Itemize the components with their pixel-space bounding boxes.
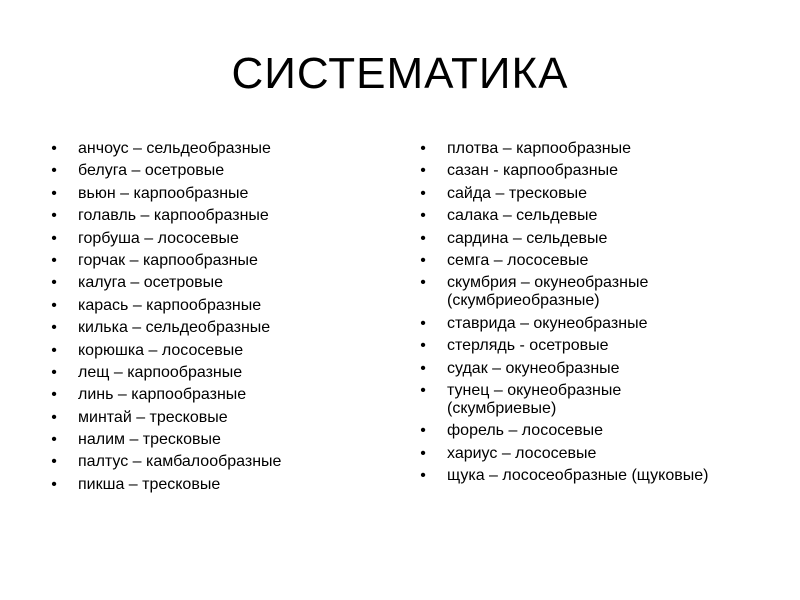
list-item-text: плотва – карпообразные bbox=[447, 140, 632, 157]
bullet-icon: • bbox=[51, 453, 57, 471]
list-item-text: минтай – тресковые bbox=[78, 408, 228, 426]
bullet-icon: • bbox=[51, 140, 57, 157]
list-item-text: форель – лососевые bbox=[447, 422, 604, 440]
list-item-text: сайда – тресковые bbox=[447, 184, 587, 202]
list-item bbox=[48, 207, 368, 225]
list-item bbox=[48, 252, 368, 270]
list-item bbox=[48, 162, 368, 180]
list-item-text: тунец – окунеобразные (скумбриевые) bbox=[447, 381, 622, 417]
list-item bbox=[48, 453, 368, 471]
list-item bbox=[417, 140, 717, 158]
list-item-text: вьюн – карпообразные bbox=[78, 184, 249, 202]
list-item bbox=[48, 140, 368, 158]
list-item bbox=[417, 315, 717, 333]
list-item bbox=[417, 360, 717, 378]
bullet-icon: • bbox=[420, 274, 426, 292]
list-item bbox=[48, 409, 368, 427]
list-item bbox=[48, 230, 368, 248]
list-item bbox=[417, 274, 717, 310]
bullet-icon: • bbox=[420, 184, 426, 202]
bullet-icon: • bbox=[51, 207, 57, 225]
list-item-text: горбуша – лососевые bbox=[78, 229, 239, 247]
list-item-text: палтус – камбалообразные bbox=[78, 453, 282, 471]
bullet-icon: • bbox=[420, 251, 426, 269]
bullet-icon: • bbox=[51, 319, 57, 337]
bullet-icon: • bbox=[420, 381, 426, 399]
bullet-icon: • bbox=[420, 422, 426, 440]
list-item bbox=[48, 342, 368, 360]
bullet-icon: • bbox=[51, 408, 57, 426]
bullet-icon: • bbox=[420, 444, 426, 462]
list-item-text: судак – окунеобразные bbox=[447, 359, 620, 377]
bullet-icon: • bbox=[51, 274, 57, 292]
list-item bbox=[48, 476, 368, 494]
list-item bbox=[417, 445, 717, 463]
right-fish-list bbox=[417, 140, 717, 489]
list-item bbox=[417, 185, 717, 203]
bullet-icon: • bbox=[420, 162, 426, 180]
bullet-icon: • bbox=[51, 229, 57, 247]
bullet-icon: • bbox=[51, 162, 57, 180]
bullet-icon: • bbox=[51, 296, 57, 314]
list-item bbox=[417, 162, 717, 180]
bullet-icon: • bbox=[420, 359, 426, 377]
list-item-text: налим – тресковые bbox=[78, 431, 221, 449]
bullet-icon: • bbox=[51, 363, 57, 381]
bullet-icon: • bbox=[420, 229, 426, 247]
list-item-text: пикша – тресковые bbox=[78, 475, 221, 493]
list-item-text: карась – карпообразные bbox=[78, 296, 262, 314]
list-item-text: голавль – карпообразные bbox=[78, 207, 269, 225]
list-item-text: ставрида – окунеобразные bbox=[447, 314, 648, 332]
list-item-text: корюшка – лососевые bbox=[78, 341, 244, 359]
list-item-text: лещ – карпообразные bbox=[78, 363, 243, 381]
left-fish-list bbox=[48, 140, 368, 498]
list-item-text: сазан - карпообразные bbox=[447, 162, 618, 180]
bullet-icon: • bbox=[420, 467, 426, 485]
list-item-text: килька – сельдеобразные bbox=[78, 319, 271, 337]
list-item bbox=[48, 274, 368, 292]
list-item bbox=[48, 364, 368, 382]
bullet-icon: • bbox=[420, 337, 426, 355]
list-item bbox=[48, 297, 368, 315]
list-item-text: салака – сельдевые bbox=[447, 207, 598, 225]
bullet-icon: • bbox=[51, 431, 57, 449]
bullet-icon: • bbox=[51, 386, 57, 404]
bullet-icon: • bbox=[420, 314, 426, 332]
bullet-icon: • bbox=[51, 251, 57, 269]
list-item bbox=[48, 386, 368, 404]
bullet-icon: • bbox=[51, 341, 57, 359]
list-item bbox=[417, 382, 717, 418]
list-item-text: линь – карпообразные bbox=[78, 386, 247, 404]
list-item bbox=[417, 207, 717, 225]
list-item bbox=[48, 431, 368, 449]
bullet-icon: • bbox=[51, 475, 57, 493]
bullet-icon: • bbox=[420, 207, 426, 225]
list-item bbox=[48, 319, 368, 337]
list-item bbox=[417, 337, 717, 355]
list-item-text: горчак – карпообразные bbox=[78, 251, 258, 269]
list-item bbox=[417, 230, 717, 248]
list-item-text: хариус – лососевые bbox=[447, 444, 597, 462]
bullet-icon: • bbox=[420, 140, 426, 157]
list-item-text: сардина – сельдевые bbox=[447, 229, 608, 247]
list-item bbox=[417, 252, 717, 270]
list-item bbox=[48, 185, 368, 203]
list-item-text: скумбрия – окунеобразные (скумбриеобразные) bbox=[447, 274, 649, 310]
list-item-text: анчоус – сельдеобразные bbox=[78, 140, 271, 157]
list-item bbox=[417, 467, 717, 485]
list-item bbox=[417, 422, 717, 440]
bullet-icon: • bbox=[51, 184, 57, 202]
list-item-text: белуга – осетровые bbox=[78, 162, 225, 180]
list-item-text: семга – лососевые bbox=[447, 251, 589, 269]
list-item-text: стерлядь - осетровые bbox=[447, 337, 609, 355]
slide-title: СИСТЕМАТИКА bbox=[231, 49, 569, 98]
list-item-text: щука – лососеобразные (щуковые) bbox=[447, 467, 709, 485]
list-item-text: калуга – осетровые bbox=[78, 274, 224, 292]
